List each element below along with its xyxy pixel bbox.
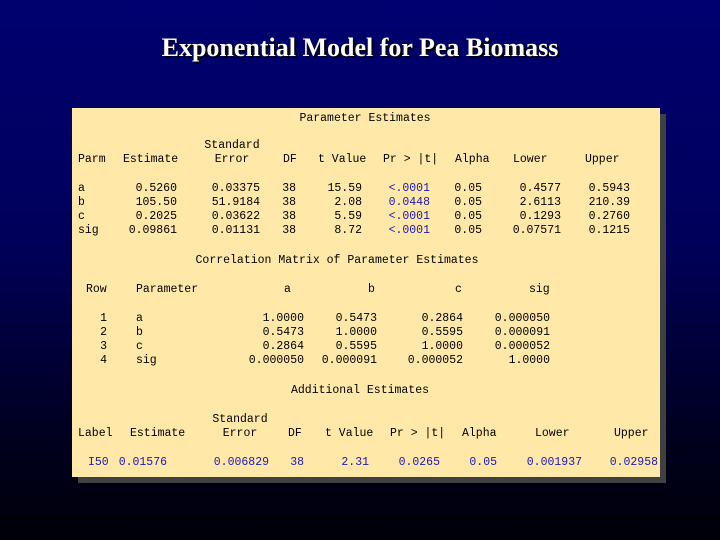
ae-header-label: Label (78, 427, 113, 440)
pe-cell-p: <.0001 (388, 182, 430, 195)
ae-cell-lower: 0.001937 (526, 456, 582, 469)
ae-cell-upper: 0.02958 (609, 456, 658, 469)
pe-cell-estimate: 0.2025 (135, 210, 177, 223)
cm-cell-c: 0.2864 (421, 312, 463, 325)
pe-cell-estimate: 0.5260 (135, 182, 177, 195)
cm-cell-c: 0.000052 (407, 354, 463, 367)
slide-title: Exponential Model for Pea Biomass (161, 33, 559, 62)
pe-header-alpha: Alpha (455, 153, 490, 166)
cm-cell-parameter: a (136, 312, 143, 325)
cm-cell-row: 2 (100, 326, 107, 339)
additional-estimates-title: Additional Estimates (290, 384, 430, 397)
pe-cell-t: 2.08 (334, 196, 362, 209)
cm-header-sig: sig (529, 283, 550, 296)
pe-cell-estimate: 0.09861 (128, 224, 177, 237)
cm-cell-parameter: sig (136, 354, 157, 367)
pe-header-lower: Lower (513, 153, 548, 166)
cm-cell-parameter: c (136, 340, 143, 353)
cm-cell-b: 1.0000 (335, 326, 377, 339)
cm-header-row: Row (86, 283, 107, 296)
ae-cell-df: 38 (290, 456, 304, 469)
cm-cell-row: 1 (100, 312, 107, 325)
cm-cell-parameter: b (136, 326, 143, 339)
pe-cell-lower: 0.4577 (519, 182, 561, 195)
pe-cell-se: 51.9184 (211, 196, 260, 209)
ae-header-estimate: Estimate (130, 427, 186, 440)
cm-cell-sig: 0.000052 (494, 340, 550, 353)
pe-cell-p: 0.0448 (388, 196, 430, 209)
ae-cell-estimate: 0.01576 (118, 456, 167, 469)
cm-cell-a: 0.5473 (262, 326, 304, 339)
ae-cell-label: I50 (88, 456, 109, 469)
cm-cell-a: 0.2864 (262, 340, 304, 353)
pe-cell-t: 8.72 (334, 224, 362, 237)
pe-cell-alpha: 0.05 (454, 224, 482, 237)
pe-header-pr: Pr > |t| (383, 153, 439, 166)
pe-header-df: DF (283, 153, 297, 166)
ae-cell-t: 2.31 (341, 456, 369, 469)
cm-header-b: b (368, 283, 375, 296)
ae-header-pr: Pr > |t| (390, 427, 446, 440)
pe-cell-se: 0.01131 (211, 224, 260, 237)
pe-cell-upper: 210.39 (588, 196, 630, 209)
pe-cell-lower: 2.6113 (519, 196, 561, 209)
pe-header-param: Parm (78, 153, 106, 166)
pe-cell-t: 5.59 (334, 210, 362, 223)
ae-header-upper: Upper (614, 427, 649, 440)
cm-cell-c: 1.0000 (421, 340, 463, 353)
cm-cell-c: 0.5595 (421, 326, 463, 339)
pe-cell-se: 0.03375 (211, 182, 260, 195)
pe-cell-lower: 0.1293 (519, 210, 561, 223)
pe-cell-upper: 0.2760 (588, 210, 630, 223)
pe-header-std-top: Standard (204, 139, 260, 152)
pe-cell-param: sig (78, 224, 99, 237)
pe-cell-estimate: 105.50 (135, 196, 177, 209)
pe-header-tvalue: t Value (318, 153, 367, 166)
pe-cell-alpha: 0.05 (454, 210, 482, 223)
pe-cell-p: <.0001 (388, 224, 430, 237)
pe-cell-param: b (78, 196, 85, 209)
pe-cell-alpha: 0.05 (454, 182, 482, 195)
ae-header-std-bottom: Error (222, 427, 258, 440)
pe-cell-df: 38 (282, 210, 296, 223)
ae-header-alpha: Alpha (462, 427, 497, 440)
ae-header-lower: Lower (535, 427, 570, 440)
pe-header-upper: Upper (585, 153, 620, 166)
pe-header-estimate: Estimate (123, 153, 179, 166)
cm-cell-sig: 1.0000 (508, 354, 550, 367)
sas-output-panel (72, 108, 660, 477)
cm-cell-b: 0.5473 (335, 312, 377, 325)
ae-header-std-top: Standard (212, 413, 268, 426)
pe-cell-df: 38 (282, 196, 296, 209)
pe-cell-df: 38 (282, 182, 296, 195)
cm-cell-sig: 0.000091 (494, 326, 550, 339)
correlation-matrix-title: Correlation Matrix of Parameter Estimates (195, 254, 479, 267)
pe-cell-alpha: 0.05 (454, 196, 482, 209)
cm-cell-row: 3 (100, 340, 107, 353)
cm-cell-b: 0.000091 (321, 354, 377, 367)
cm-header-c: c (455, 283, 462, 296)
ae-cell-se: 0.006829 (213, 456, 269, 469)
pe-cell-t: 15.59 (327, 182, 362, 195)
cm-cell-b: 0.5595 (335, 340, 377, 353)
pe-cell-param: a (78, 182, 85, 195)
ae-cell-p: 0.0265 (398, 456, 440, 469)
cm-cell-sig: 0.000050 (494, 312, 550, 325)
cm-header-a: a (284, 283, 291, 296)
cm-cell-a: 0.000050 (248, 354, 304, 367)
cm-header-parameter: Parameter (136, 283, 199, 296)
ae-header-df: DF (288, 427, 302, 440)
pe-cell-se: 0.03622 (211, 210, 260, 223)
cm-cell-row: 4 (100, 354, 107, 367)
pe-cell-upper: 0.5943 (588, 182, 630, 195)
pe-cell-df: 38 (282, 224, 296, 237)
pe-cell-p: <.0001 (388, 210, 430, 223)
parameter-estimates-title: Parameter Estimates (299, 112, 431, 125)
cm-cell-a: 1.0000 (262, 312, 304, 325)
ae-cell-alpha: 0.05 (469, 456, 497, 469)
pe-cell-upper: 0.1215 (588, 224, 630, 237)
pe-cell-param: c (78, 210, 85, 223)
pe-header-std-bottom: Error (214, 153, 250, 166)
ae-header-tvalue: t Value (325, 427, 374, 440)
pe-cell-lower: 0.07571 (512, 224, 561, 237)
